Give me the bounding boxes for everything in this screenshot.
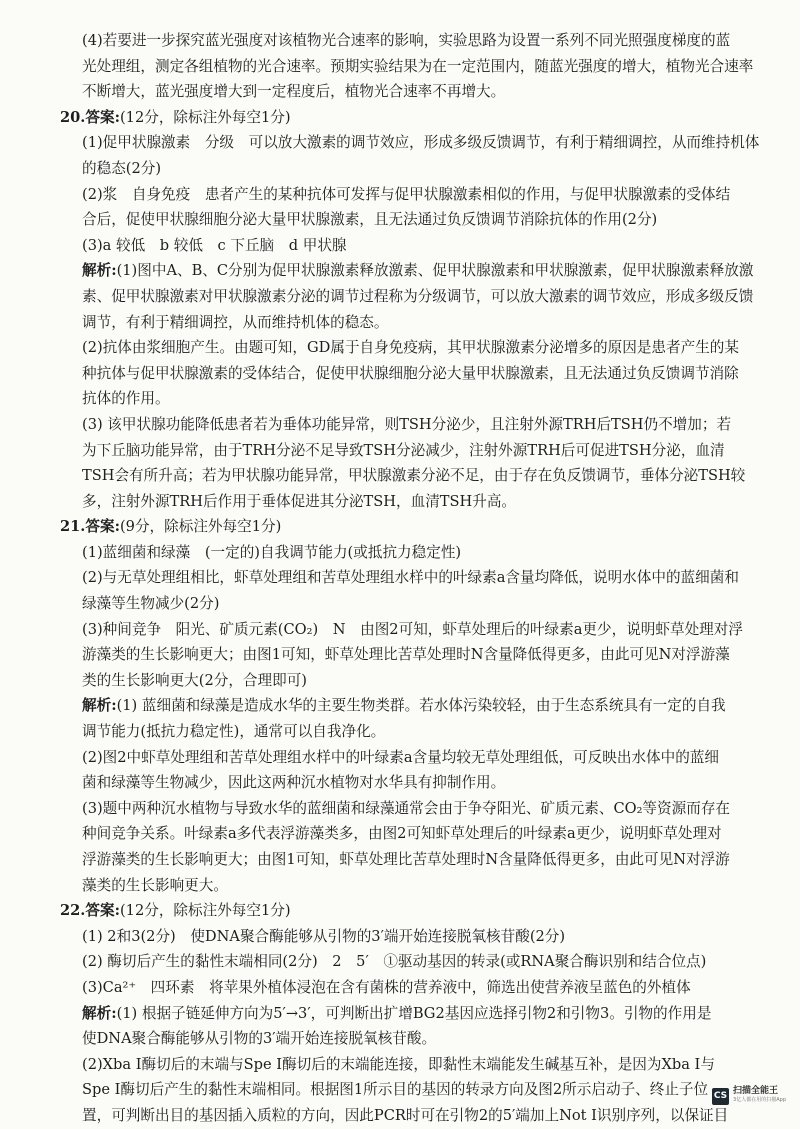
analysis-text: (1) 根据子链延伸方向为5′→3′，可判断出扩增BG2基因应选择引物2和引物3。引物的作用是 xyxy=(116,1004,712,1022)
analysis-line xyxy=(60,1001,784,1027)
answer-score-note: (9分，除标注外每空1分) xyxy=(119,518,282,536)
text-line: (4)若要进一步探究蓝光强度对该植物光合速率的影响，实验思路为设置一系列不同光照强度梯度的蓝 xyxy=(82,32,731,49)
analysis-label: 解析: xyxy=(82,1004,117,1022)
text-line: (2)Xba Ⅰ酶切后的末端与Spe Ⅰ酶切后的末端能连接，即黏性末端能发生碱基互补，是因为Xba Ⅰ与 xyxy=(82,1055,715,1073)
text-line: (3)Ca²⁺ 四环素 将苹果外植体浸泡在含有菌株的营养液中，筛选出使营养液呈蓝色的外植体 xyxy=(82,978,691,996)
answer-label: 答案: xyxy=(85,518,120,536)
analysis-text: (1) 蓝细菌和绿藻是造成水华的主要生物类群。若水体污染较轻，由于生态系统具有一定的自我 xyxy=(116,697,726,715)
text-line: 的稳态(2分) xyxy=(82,159,162,177)
text-line: 合后，促使甲状腺细胞分泌大量甲状腺激素，且无法通过负反馈调节消除抗体的作用(2分) xyxy=(82,211,658,229)
text-line: 调节能力(抵抗力稳定性)，通常可以自我净化。 xyxy=(82,723,386,741)
text-line: 类的生长影响更大(2分，合理即可) xyxy=(82,671,307,689)
analysis-line xyxy=(60,693,784,719)
watermark-subtitle: 3亿人都在用的扫描App xyxy=(733,1097,786,1103)
text-line: 多，注射外源TRH后作用于垂体促进其分泌TSH，血清TSH升高。 xyxy=(82,492,517,510)
watermark-title: 扫描全能王 xyxy=(733,1086,779,1096)
text-line: 浮游藻类的生长影响更大；由图1可知，虾草处理比苦草处理时N含量降低得更多，由此可见N对浮游 xyxy=(82,851,730,868)
text-line: (1)蓝细菌和绿藻 (一定的)自我调节能力(或抵抗力稳定性) xyxy=(82,543,462,561)
text-line: 调节，有利于精细调控，从而维持机体的稳态。 xyxy=(82,313,389,331)
analysis-label: 解析: xyxy=(82,697,117,715)
answer-score-note: (12分，除标注外每空1分) xyxy=(119,902,291,920)
text-line: 使DNA聚合酶能够从引物的3′端开始连接脱氧核苷酸。 xyxy=(82,1030,437,1048)
text-line: (3) 该甲状腺功能降低患者若为垂体功能异常，则TSH分泌少，且注射外源TRH后TSH仍不增加；若 xyxy=(82,415,732,433)
question-number: 21. xyxy=(60,518,86,536)
text-line: TSH会有所升高；若为甲状腺功能异常，甲状腺激素分泌不足，由于存在负反馈调节，垂体分泌TSH较 xyxy=(82,467,746,485)
text-line: 素、促甲状腺激素对甲状腺激素分泌的调节过程称为分级调节，可以放大激素的调节效应，形成多级反馈 xyxy=(82,287,754,305)
answer-score-note: (12分，除标注外每空1分) xyxy=(119,108,291,126)
text-line: 为下丘脑功能异常，由于TRH分泌不足导致TSH分泌减少，注射外源TRH后可促进TSH分泌，血清 xyxy=(82,441,725,459)
text-line: (3)种间竞争 阳光、矿质元素(CO₂) N 由图2可知，虾草处理后的叶绿素a更少，说明虾草处理对浮 xyxy=(82,620,743,638)
text-line: 抗体的作用。 xyxy=(82,390,170,408)
text-line: 菌和绿藻等生物减少，因此这两种沉水植物对水华具有抑制作用。 xyxy=(82,774,506,792)
text-line: 光处理组，测定各组植物的光合速率。预期实验结果为在一定范围内，随蓝光强度的增大，植物光合速率 xyxy=(82,57,754,75)
text-line: 藻类的生长影响更大。 xyxy=(82,876,228,894)
text-line: (2)抗体由浆细胞产生。由题可知，GD属于自身免疫病，其甲状腺激素分泌增多的原因是患者产生的某 xyxy=(82,339,739,357)
text-line: 绿藻等生物减少(2分) xyxy=(82,595,220,613)
question-number: 20. xyxy=(60,108,86,126)
text-line: 游藻类的生长影响更大；由图1可知，虾草处理比苦草处理时N含量降低得更多，由此可见N对浮游藻 xyxy=(82,646,730,664)
text-line: 种抗体与促甲状腺激素的受体结合，促使甲状腺细胞分泌大量甲状腺激素，且无法通过负反馈调节消除 xyxy=(82,364,739,382)
text-line: (1) 2和3(2分) 使DNA聚合酶能够从引物的3′端开始连接脱氧核苷酸(2分) xyxy=(82,927,566,945)
text-line: 不断增大，蓝光强度增大到一定程度后，植物光合速率不再增大。 xyxy=(82,83,506,101)
answer-label: 答案: xyxy=(85,902,120,920)
analysis-text: (1)图中A、B、C分别为促甲状腺激素释放激素、促甲状腺激素和甲状腺激素，促甲状腺激素释放激 xyxy=(116,262,754,280)
analysis-label: 解析: xyxy=(82,262,117,280)
text-line: Spe Ⅰ酶切后产生的黏性末端相同。根据图1所示目的基因的转录方向及图2所示启动子、终止子位 xyxy=(82,1081,709,1099)
text-line: (2)图2中虾草处理组和苦草处理组水样中的叶绿素a含量均较无草处理组低，可反映出水体中的蓝细 xyxy=(82,748,720,766)
text-line: 置，可判断出目的基因插入质粒的方向，因此PCR时可在引物2的5′端加上Not Ⅰ识别序列，以保证目 xyxy=(82,1106,729,1124)
answer-heading xyxy=(60,514,784,540)
text-line: (3)题中两种沉水植物与导致水华的蓝细菌和绿藻通常会由于争夺阳光、矿质元素、CO₂等资源而存在 xyxy=(82,799,731,817)
text-line: (2)与无草处理组相比，虾草处理组和苦草处理组水样中的叶绿素a含量均降低，说明水体中的蓝细菌和 xyxy=(82,569,739,587)
answer-heading xyxy=(60,898,784,924)
text-line: (3)a 较低 b 较低 c 下丘脑 d 甲状腺 xyxy=(82,236,347,254)
question-number: 22. xyxy=(60,902,86,920)
text-line: 种间竞争关系。叶绿素a多代表浮游藻类多，由图2可知虾草处理后的叶绿素a更少，说明虾草处理对 xyxy=(82,825,722,843)
answer-heading xyxy=(60,105,784,131)
answer-label: 答案: xyxy=(85,108,120,126)
scanner-watermark xyxy=(712,1087,786,1105)
analysis-line xyxy=(60,258,784,284)
camscanner-logo-icon: CS xyxy=(712,1088,729,1105)
text-line: (2) 酶切后产生的黏性末端相同(2分) 2 5′ ①驱动基因的转录(或RNA聚合酶识别和结合位点) xyxy=(82,953,707,971)
text-line: (2)浆 自身免疫 患者产生的某种抗体可发挥与促甲状腺激素相似的作用，与促甲状腺激素的受体结 xyxy=(82,185,731,203)
text-line: (1)促甲状腺激素 分级 可以放大激素的调节效应，形成多级反馈调节，有利于精细调控，从而维持机体 xyxy=(82,134,760,152)
document-page xyxy=(60,28,784,1129)
